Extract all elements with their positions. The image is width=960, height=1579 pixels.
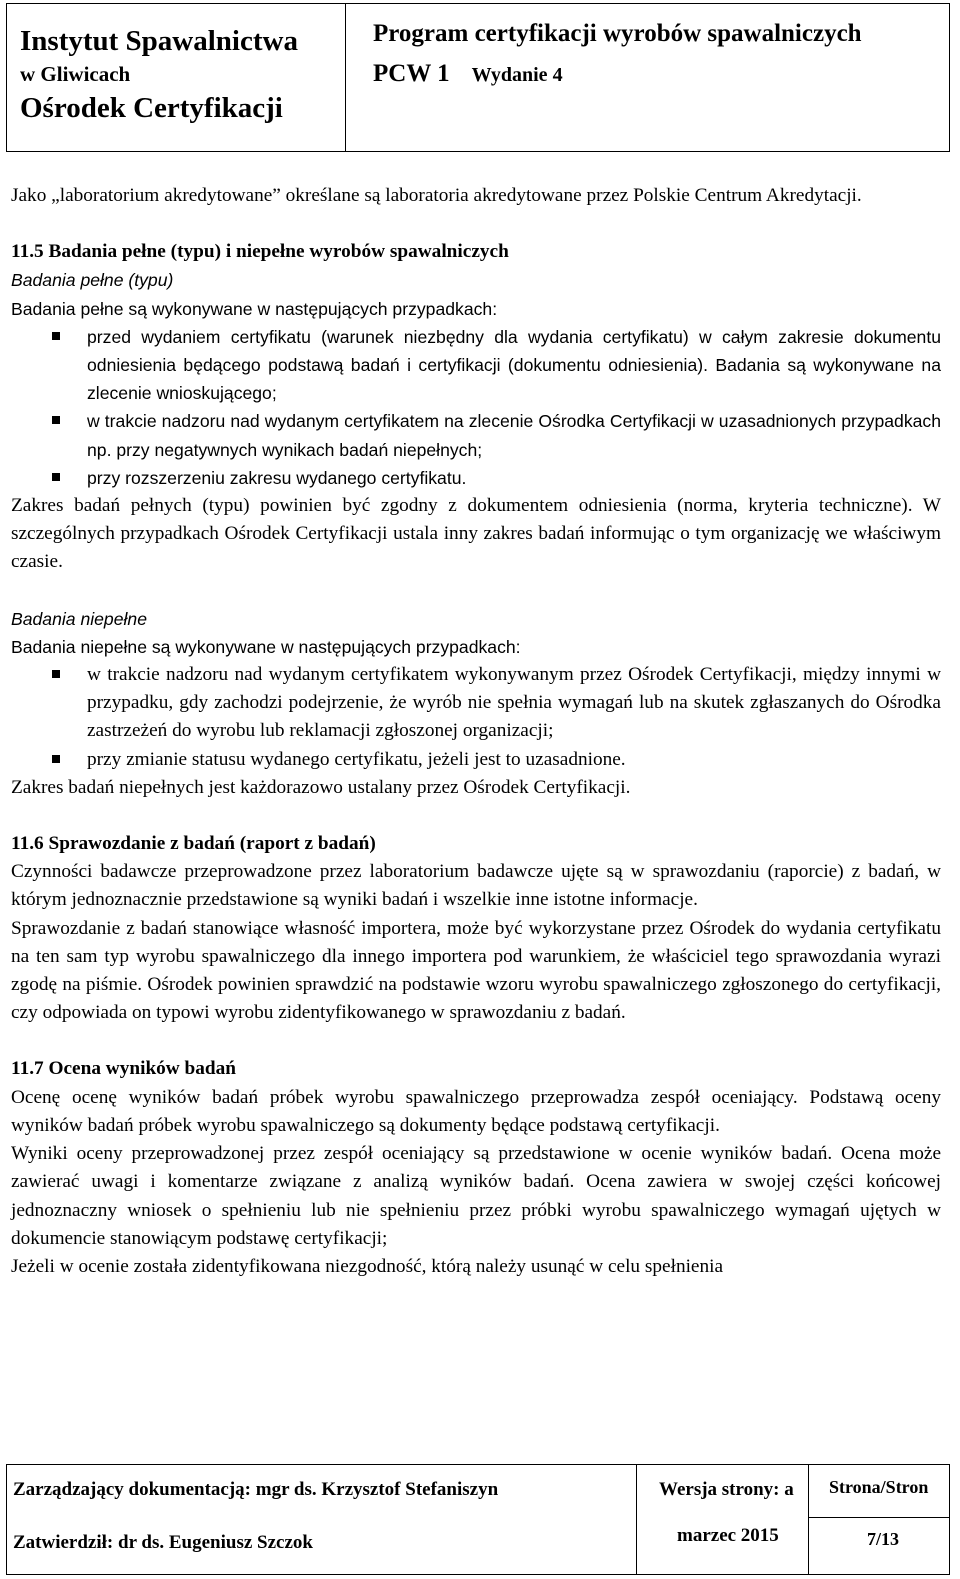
page-label: Strona/Stron: [829, 1477, 929, 1497]
document-body: [11, 182, 941, 1281]
intro-paragraph: Jako „laboratorium akredytowane” określane są laboratoria akredytowane przez Polskie Centrum Akredytacji.: [11, 185, 862, 206]
document-header: [6, 3, 950, 152]
section-heading-11-6: 11.6 Sprawozdanie z badań (raport z badań): [11, 833, 376, 855]
list-item: w trakcie nadzoru nad wydanym certyfikatem na zlecenie Ośrodka Certyfikacji w uzasadnionych przypadkach np. przy negatywnych wynikach badań niepełnych;: [11, 407, 941, 463]
program-code: PCW 1: [373, 60, 450, 87]
evaluation-paragraph-3: Jeżeli w ocenie została zidentyfikowana niezgodność, którą należy usunąć w celu spełnienia: [11, 1255, 724, 1277]
subheading-partial-tests: Badania niepełne: [11, 608, 147, 629]
evaluation-paragraph-2: Wyniki oceny przeprowadzonej przez zespół oceniający są przedstawione w ocenie wyników badań. Ocena może zawierać uwagi i komentarze związane z analizą wyników badań. Ocena zawiera w swojej części końcowej jednoznaczny wniosek o spełnieniu lub nie spełnieniu przez próbki wyrobu spawalniczego wymagań ujętych w dokumencie stanowiącym podstawę certyfikacji;: [11, 1143, 941, 1249]
list-item: w trakcie nadzoru nad wydanym certyfikatem wykonywanym przez Ośrodek Certyfikacji, między innymi w przypadku, gdy zachodzi podejrzenie, że wyrób nie spełnia wymagań lub na skutek zgłaszanych do Ośrodka zastrzeżeń do wyrobu lub reklamacji zgłoszonej organizacji;: [11, 661, 941, 746]
document-footer: [6, 1464, 950, 1575]
report-paragraph-2: Sprawozdanie z badań stanowiące własność importera, może być wykorzystane przez Ośrodek do wydania certyfikatu na ten sam typ wyrobu spawalniczego dla innego importera pod warunkiem, że właściciel tego sprawozdania wyrazi zgodę na piśmie. Ośrodek powinien sprawdzić na podstawie wzoru wyrobu spawalniczego zgłoszonego do certyfikacji, czy odpowiada on typowi wyrobu zidentyfikowanego w sprawozdaniu z badań.: [11, 917, 941, 1024]
footer-people: [7, 1465, 637, 1574]
certification-office: Ośrodek Certyfikacji: [20, 92, 283, 124]
footer-divider: [809, 1517, 949, 1518]
full-tests-list: [11, 323, 941, 492]
institute-block: [7, 4, 346, 151]
section-heading-11-7: 11.7 Ocena wyników badań: [11, 1058, 237, 1080]
section-heading-11-5: 11.5 Badania pełne (typu) i niepełne wyrobów spawalniczych: [11, 241, 509, 263]
partial-tests-list: [11, 661, 941, 774]
list-item: przed wydaniem certyfikatu (warunek niezbędny dla wydania certyfikatu) w całym zakresie dokumentu odniesienia będącego podstawą badań i certyfikacji (dokumentu odniesienia). Badania są wykonywane na zlecenie wnioskującego;: [11, 323, 941, 408]
institute-city: w Gliwicach: [20, 62, 131, 86]
program-title: Program certyfikacji wyrobów spawalniczych: [373, 20, 862, 47]
evaluation-paragraph-1: Ocenę ocenę wyników badań próbek wyrobu spawalniczego przeprowadza zespół oceniający. Podstawą oceny wyników badań próbek wyrobu spawalniczego są dokumenty będące podstawą certyfikacji.: [11, 1086, 941, 1136]
program-block: [346, 4, 949, 151]
partial-tests-scope-paragraph: Zakres badań niepełnych jest każdorazowo ustalany przez Ośrodek Certyfikacji.: [11, 776, 631, 798]
document-manager: Zarządzający dokumentacją: mgr ds. Krzysztof Stefaniszyn: [13, 1479, 499, 1500]
page-version: Wersja strony: a: [659, 1479, 794, 1500]
approved-by: Zatwierdził: dr ds. Eugeniusz Szczok: [13, 1532, 313, 1553]
footer-version: [637, 1465, 809, 1574]
edition: Wydanie 4: [471, 64, 563, 86]
full-tests-lead: Badania pełne są wykonywane w następujących przypadkach:: [11, 298, 498, 319]
institute-name: Instytut Spawalnictwa: [20, 25, 298, 57]
revision-date: marzec 2015: [677, 1525, 779, 1546]
page-number: 7/13: [867, 1529, 900, 1549]
full-tests-scope-paragraph: Zakres badań pełnych (typu) powinien być zgodny z dokumentem odniesienia (norma, kryteria techniczne). W szczególnych przypadkach Ośrodek Certyfikacji ustala inny zakres badań informując o tym organizację we właściwym czasie.: [11, 495, 942, 573]
partial-tests-lead: Badania niepełne są wykonywane w następujących przypadkach:: [11, 636, 521, 657]
subheading-full-tests: Badania pełne (typu): [11, 270, 174, 291]
report-paragraph-1: Czynności badawcze przeprowadzone przez laboratorium badawcze ujęte są w sprawozdaniu (raporcie) z badań, w którym jednoznacznie przedstawione są wyniki badań i wszelkie inne istotne informacje.: [11, 861, 941, 911]
program-code-line: [373, 54, 949, 95]
list-item: przy zmianie statusu wydanego certyfikatu, jeżeli jest to uzasadnione.: [11, 746, 941, 774]
footer-pagination: [809, 1465, 949, 1574]
list-item: przy rozszerzeniu zakresu wydanego certyfikatu.: [11, 464, 941, 492]
